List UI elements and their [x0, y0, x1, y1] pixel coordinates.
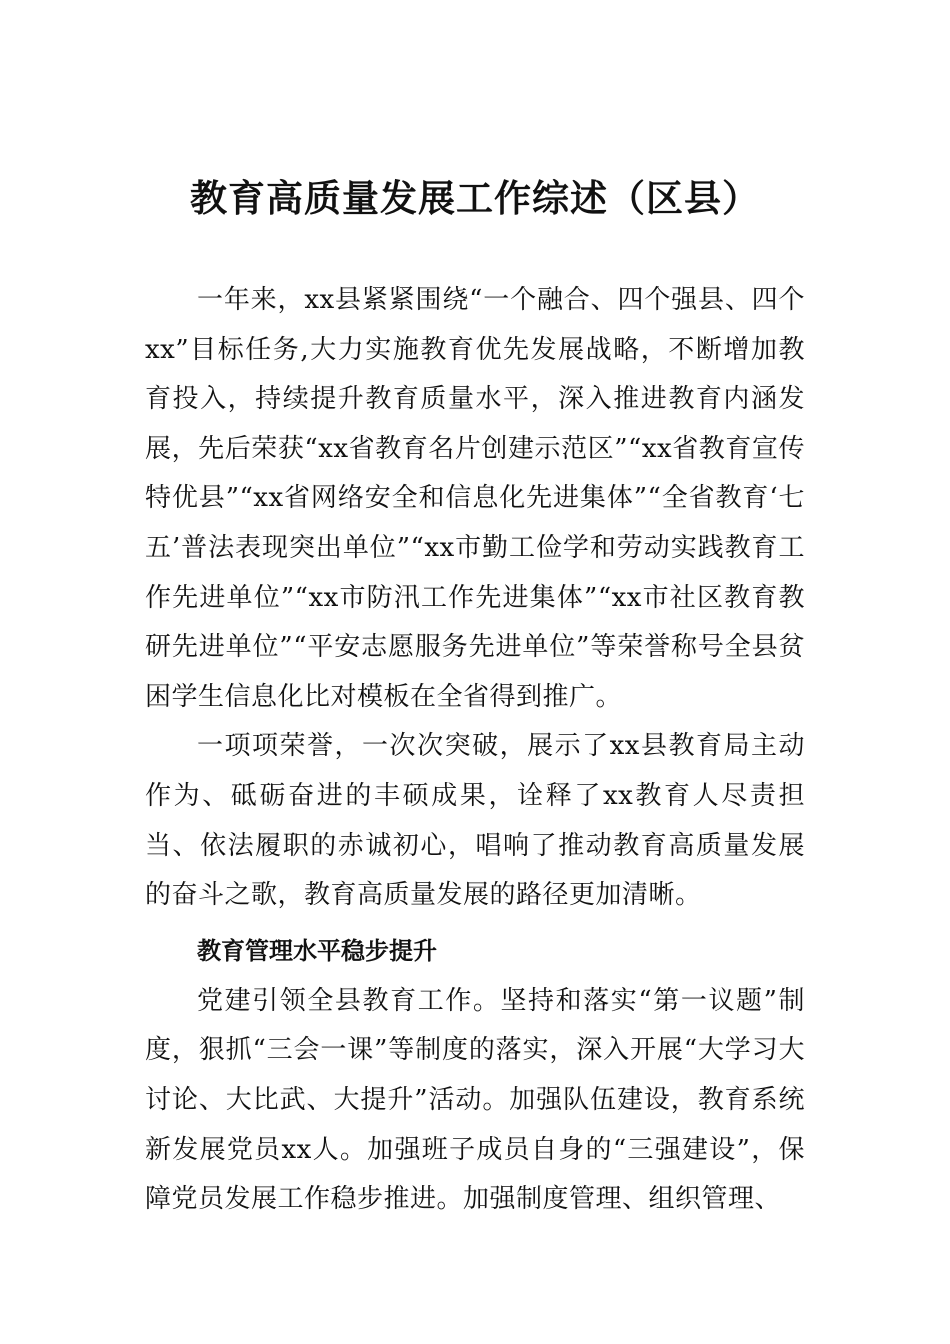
- paragraph-achievements: 一项项荣誉，一次次突破，展示了xx县教育局主动作为、砥砺奋进的丰硕成果，诠释了xx教育人尽责担当、依法履职的赤诚初心，唱响了推动教育高质量发展的奋斗之歌，教育高质量发展的路径更加清晰。: [145, 731, 805, 911]
- section-heading: 教育管理水平稳步提升: [197, 936, 437, 965]
- document-body: [145, 276, 805, 1225]
- paragraph-intro: 一年来，xx县紧紧围绕“一个融合、四个强县、四个xx”目标任务,大力实施教育优先发展战略，不断增加教育投入，持续提升教育质量水平，深入推进教育内涵发展，先后荣获“xx省教育名片创建示范区”“xx省教育宣传特优县”“xx省网络安全和信息化先进集体”“全省教育‘七五’普法表现突出单位”“xx市勤工俭学和劳动实践教育工作先进单位”“xx市防汛工作先进集体”“xx市社区教育教研先进单位”“平安志愿服务先进单位”等荣誉称号全县贫困学生信息化比对模板在全省得到推广。: [145, 285, 805, 712]
- document-title: 教育高质量发展工作综述（区县）: [190, 176, 760, 220]
- paragraph-party-building: 党建引领全县教育工作。坚持和落实“第一议题”制度，狠抓“三会一课”等制度的落实，深入开展“大学习大讨论、大比武、大提升”活动。加强队伍建设，教育系统新发展党员xx人。加强班子成员自身的“三强建设”，保障党员发展工作稳步推进。加强制度管理、组织管理、: [145, 985, 805, 1215]
